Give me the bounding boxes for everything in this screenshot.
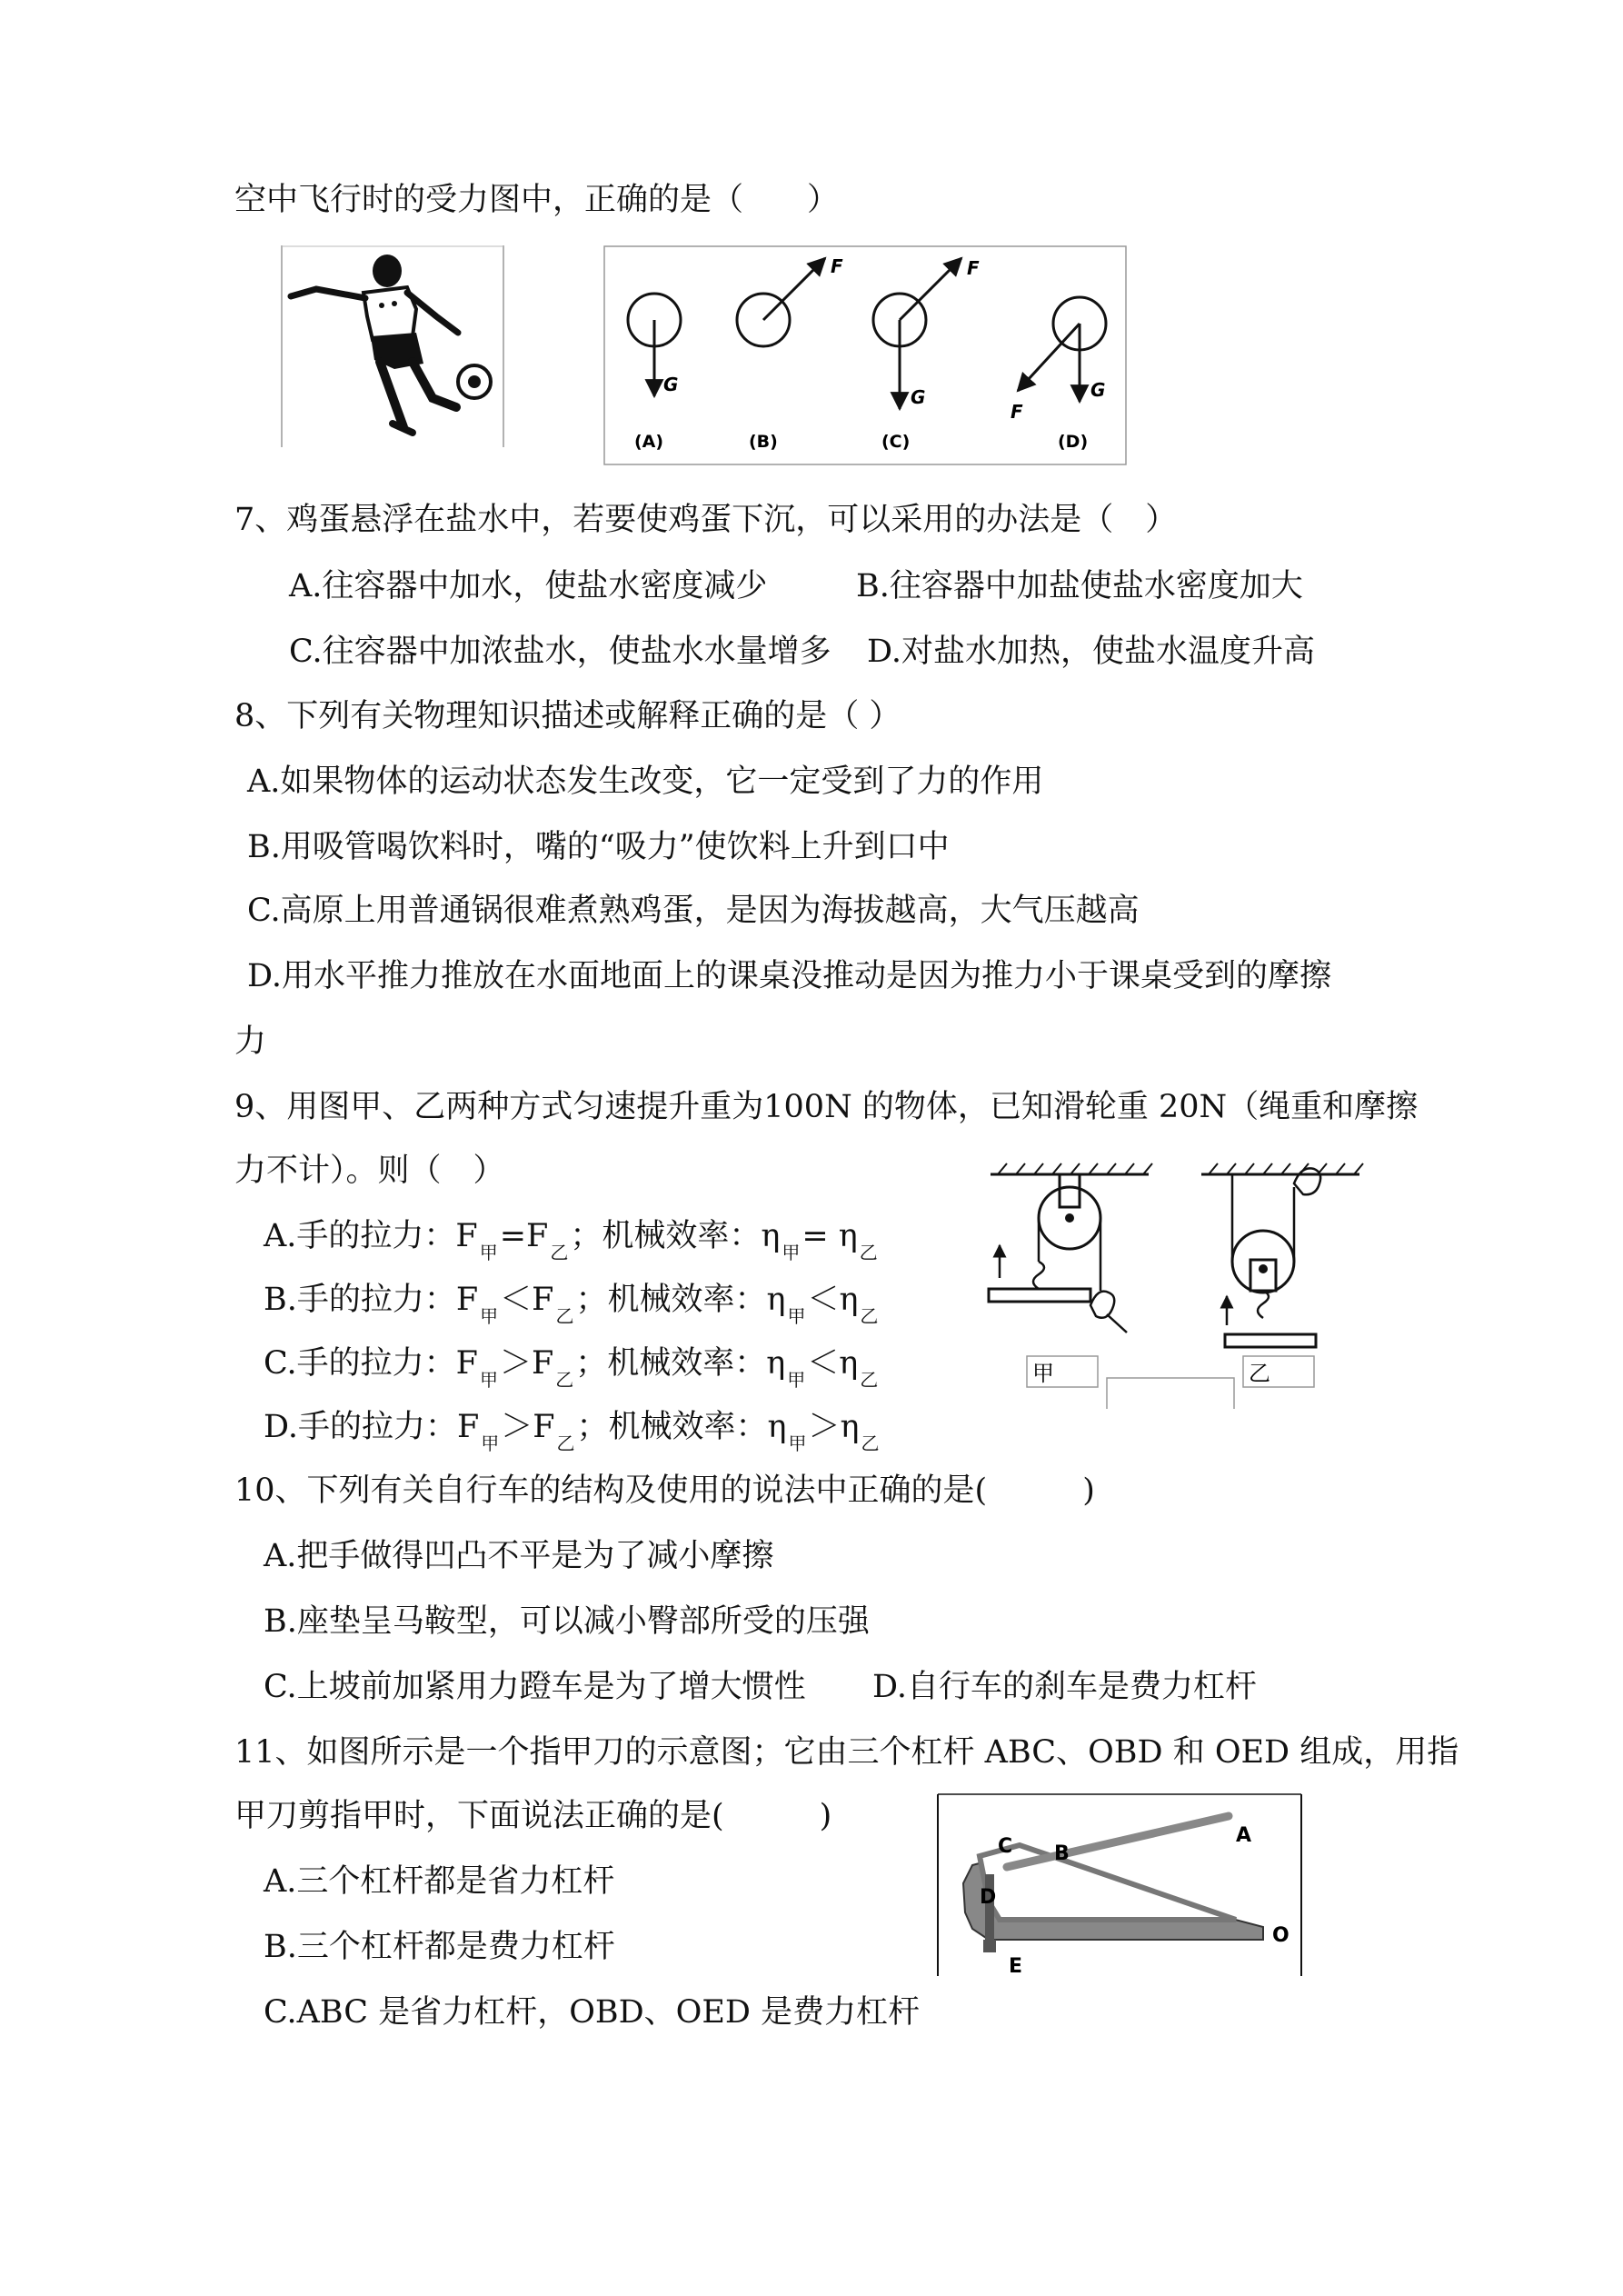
q9-stem-line1: 9、用图甲、乙两种方式匀速提升重为100N 的物体，已知滑轮重 20N（绳重和摩擦: [234, 1089, 1419, 1125]
force-diagram-options: [603, 245, 1127, 465]
label-b: B: [1054, 1842, 1070, 1865]
option-label-b: (B): [749, 432, 778, 452]
q8-option-d-line1: D.用水平推力推放在水面地面上的课桌没推动是因为推力小于课桌受到的摩擦: [247, 958, 1331, 994]
q9-stem-line2: 力不计）。则（ ）: [234, 1153, 505, 1189]
q7-option-b: B.往容器中加盐使盐水密度加大: [856, 568, 1303, 604]
q10-option-a: A.把手做得凹凸不平是为了减小摩擦: [264, 1538, 774, 1574]
q11-option-c: C.ABC 是省力杠杆，OBD、OED 是费力杠杆: [264, 1994, 921, 2031]
q10-option-d: D.自行车的刹车是费力杠杆: [872, 1669, 1257, 1705]
q8-option-c: C.高原上用普通锅很难煮熟鸡蛋，是因为海拔越高，大气压越高: [247, 893, 1140, 929]
label-yi: 乙: [1249, 1361, 1270, 1386]
q8-option-a: A.如果物体的运动状态发生改变，它一定受到了力的作用: [247, 764, 1044, 800]
label-e: E: [1009, 1955, 1023, 1978]
q7-option-a: A.往容器中加水，使盐水密度减少: [289, 568, 768, 604]
q10-stem: 10、下列有关自行车的结构及使用的说法中正确的是( ): [234, 1472, 1095, 1509]
label-c: C: [998, 1835, 1013, 1858]
q7-option-d: D.对盐水加热，使盐水温度升高: [867, 634, 1315, 670]
label-jia: 甲: [1032, 1361, 1054, 1386]
q9-option-d: D.手的拉力：F $_甲$＞F $_乙$；机械效率：η $_甲$＞η $_乙$: [264, 1409, 880, 1454]
label-o: O: [1272, 1924, 1289, 1947]
force-label-f-b: F: [831, 255, 843, 277]
q8-stem: 8、下列有关物理知识描述或解释正确的是（ ）: [234, 698, 901, 734]
q7-option-c: C.往容器中加浓盐水，使盐水水量增多: [289, 634, 831, 670]
q9-option-b: B.手的拉力：F $_甲$＜F $_乙$；机械效率：η $_甲$＜η $_乙$: [264, 1282, 879, 1327]
q10-option-b: B.座垫呈马鞍型，可以减小臀部所受的压强: [264, 1603, 870, 1640]
force-label-g-c: G: [911, 386, 926, 408]
force-label-f-d: F: [1011, 401, 1023, 423]
q8-option-d-line2: 力: [234, 1023, 267, 1060]
q11-option-b: B.三个杠杆都是费力杠杆: [264, 1929, 615, 1965]
option-label-a: (A): [634, 432, 664, 452]
q9-option-c: C.手的拉力：F $_甲$＞F $_乙$；机械效率：η $_甲$＜η $_乙$: [264, 1345, 879, 1391]
q7-stem: 7、鸡蛋悬浮在盐水中，若要使鸡蛋下沉，可以采用的办法是（ ）: [234, 502, 1178, 538]
q8-option-b: B.用吸管喝饮料时，嘴的“吸力”使饮料上升到口中: [247, 829, 950, 865]
soccer-player-figure: [280, 245, 505, 447]
q11-stem-line2: 甲刀剪指甲时，下面说法正确的是( ): [234, 1798, 832, 1834]
q11-stem-line1: 11、如图所示是一个指甲刀的示意图；它由三个杠杆 ABC、OBD 和 OED 组成，用指: [234, 1734, 1459, 1771]
option-label-c: (C): [881, 432, 911, 452]
q9-option-a: A.手的拉力：F $_甲$=F $_乙$；机械效率：η $_甲$= η $_乙$: [264, 1218, 878, 1263]
label-d: D: [980, 1886, 997, 1909]
q6-stem-tail: 空中飞行时的受力图中，正确的是（ ）: [234, 182, 840, 218]
q11-option-a: A.三个杠杆都是省力杠杆: [264, 1863, 615, 1900]
nail-clipper-figure: [936, 1792, 1305, 1978]
force-label-g-a: G: [663, 374, 679, 395]
pulley-figure: [980, 1154, 1398, 1411]
force-label-g-d: G: [1090, 379, 1106, 401]
force-label-f-c: F: [967, 257, 980, 279]
q10-option-c: C.上坡前加紧用力蹬车是为了增大惯性: [264, 1669, 806, 1705]
option-label-d: (D): [1058, 432, 1089, 452]
label-a: A: [1236, 1824, 1252, 1847]
